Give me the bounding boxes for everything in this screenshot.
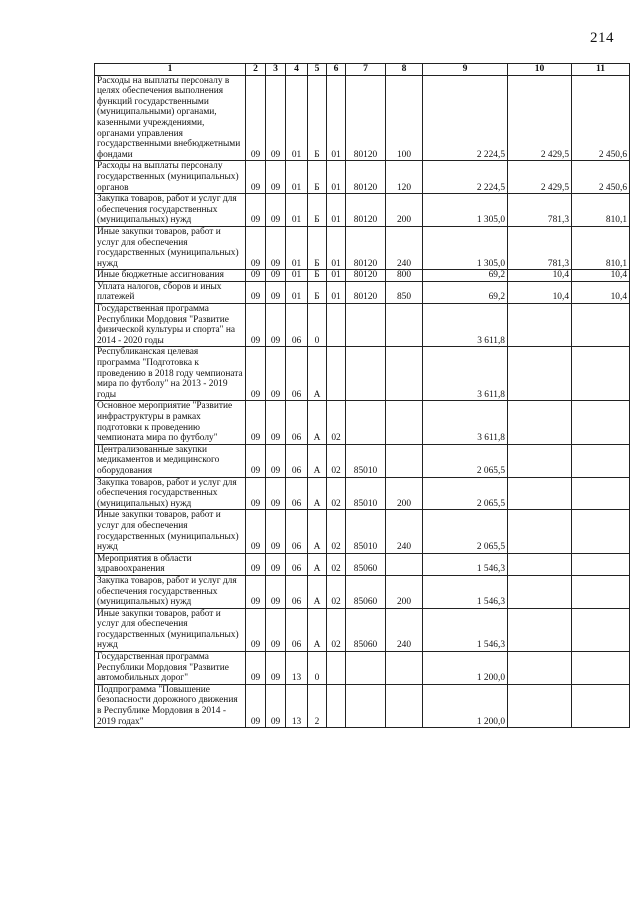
amount-year-1: 69,2 bbox=[423, 270, 508, 282]
table-row bbox=[95, 444, 630, 477]
row-name: Расходы на выплаты персоналу в целях обеспечения выполнения функций государственными (муниципальными) органами, казенными учреждениями, органами управления государственными внебюджетными фондами bbox=[95, 75, 246, 161]
amount-year-3: 810,1 bbox=[572, 226, 630, 269]
section-code: 09 bbox=[246, 75, 266, 161]
section-code: 09 bbox=[246, 161, 266, 194]
subprogram-code: 2 bbox=[308, 684, 327, 727]
subprogram-code: А bbox=[308, 510, 327, 553]
column-header: 11 bbox=[572, 64, 630, 76]
amount-year-2 bbox=[508, 477, 572, 510]
column-header: 2 bbox=[246, 64, 266, 76]
table-row bbox=[95, 304, 630, 347]
amount-year-3: 10,4 bbox=[572, 281, 630, 303]
row-name: Мероприятия в области здравоохранения bbox=[95, 553, 246, 575]
event-code bbox=[327, 347, 346, 401]
direction-code: 85010 bbox=[346, 444, 386, 477]
row-name: Иные закупки товаров, работ и услуг для обеспечения государственных (муниципальных) нужд bbox=[95, 226, 246, 269]
subsection-code: 09 bbox=[266, 194, 286, 227]
amount-year-2: 781,3 bbox=[508, 194, 572, 227]
amount-year-1: 1 200,0 bbox=[423, 652, 508, 685]
direction-code bbox=[346, 304, 386, 347]
table-row bbox=[95, 194, 630, 227]
section-code: 09 bbox=[246, 444, 266, 477]
direction-code: 80120 bbox=[346, 161, 386, 194]
subprogram-code: Б bbox=[308, 161, 327, 194]
event-code: 01 bbox=[327, 161, 346, 194]
program-code: 01 bbox=[286, 226, 308, 269]
subprogram-code: А bbox=[308, 444, 327, 477]
subsection-code: 09 bbox=[266, 684, 286, 727]
amount-year-1: 2 065,5 bbox=[423, 477, 508, 510]
table-row bbox=[95, 270, 630, 282]
amount-year-1: 2 224,5 bbox=[423, 161, 508, 194]
event-code: 02 bbox=[327, 575, 346, 608]
section-code: 09 bbox=[246, 226, 266, 269]
amount-year-1: 3 611,8 bbox=[423, 347, 508, 401]
amount-year-2: 10,4 bbox=[508, 281, 572, 303]
row-name: Закупка товаров, работ и услуг для обеспечения государственных (муниципальных) нужд bbox=[95, 477, 246, 510]
amount-year-2: 781,3 bbox=[508, 226, 572, 269]
table-row bbox=[95, 226, 630, 269]
direction-code: 80120 bbox=[346, 226, 386, 269]
subsection-code: 09 bbox=[266, 444, 286, 477]
row-name: Основное мероприятие "Развитие инфраструктуры в рамках подготовки к проведению чемпионата мира по футболу" bbox=[95, 401, 246, 444]
event-code: 01 bbox=[327, 226, 346, 269]
amount-year-3 bbox=[572, 510, 630, 553]
program-code: 06 bbox=[286, 304, 308, 347]
column-header: 7 bbox=[346, 64, 386, 76]
subsection-code: 09 bbox=[266, 477, 286, 510]
row-name: Государственная программа Республики Мордовия "Развитие автомобильных дорог" bbox=[95, 652, 246, 685]
section-code: 09 bbox=[246, 281, 266, 303]
amount-year-3 bbox=[572, 652, 630, 685]
row-name: Иные закупки товаров, работ и услуг для обеспечения государственных (муниципальных) нужд bbox=[95, 608, 246, 651]
subsection-code: 09 bbox=[266, 347, 286, 401]
section-code: 09 bbox=[246, 477, 266, 510]
expense-type-code bbox=[386, 347, 423, 401]
column-header: 8 bbox=[386, 64, 423, 76]
subprogram-code: 0 bbox=[308, 652, 327, 685]
section-code: 09 bbox=[246, 304, 266, 347]
table-row bbox=[95, 161, 630, 194]
column-header: 6 bbox=[327, 64, 346, 76]
program-code: 06 bbox=[286, 575, 308, 608]
amount-year-1: 2 065,5 bbox=[423, 444, 508, 477]
section-code: 09 bbox=[246, 684, 266, 727]
event-code: 02 bbox=[327, 477, 346, 510]
amount-year-3 bbox=[572, 347, 630, 401]
event-code bbox=[327, 304, 346, 347]
event-code: 01 bbox=[327, 75, 346, 161]
amount-year-1: 3 611,8 bbox=[423, 401, 508, 444]
amount-year-2 bbox=[508, 608, 572, 651]
subsection-code: 09 bbox=[266, 304, 286, 347]
expense-type-code bbox=[386, 652, 423, 685]
direction-code bbox=[346, 652, 386, 685]
expense-type-code: 240 bbox=[386, 510, 423, 553]
direction-code: 85060 bbox=[346, 553, 386, 575]
amount-year-3: 2 450,6 bbox=[572, 75, 630, 161]
section-code: 09 bbox=[246, 510, 266, 553]
subsection-code: 09 bbox=[266, 161, 286, 194]
direction-code: 85010 bbox=[346, 477, 386, 510]
expense-type-code: 850 bbox=[386, 281, 423, 303]
row-name: Республиканская целевая программа "Подготовка к проведению в 2018 году чемпионата мира по футболу" на 2013 - 2019 годы bbox=[95, 347, 246, 401]
amount-year-2 bbox=[508, 553, 572, 575]
column-header: 10 bbox=[508, 64, 572, 76]
event-code: 01 bbox=[327, 270, 346, 282]
page-number: 214 bbox=[590, 30, 614, 46]
amount-year-2 bbox=[508, 652, 572, 685]
subprogram-code: 0 bbox=[308, 304, 327, 347]
amount-year-1: 1 305,0 bbox=[423, 226, 508, 269]
section-code: 09 bbox=[246, 401, 266, 444]
subsection-code: 09 bbox=[266, 75, 286, 161]
amount-year-1: 2 065,5 bbox=[423, 510, 508, 553]
expense-type-code bbox=[386, 304, 423, 347]
subprogram-code: Б bbox=[308, 270, 327, 282]
column-header: 9 bbox=[423, 64, 508, 76]
subsection-code: 09 bbox=[266, 575, 286, 608]
row-name: Закупка товаров, работ и услуг для обеспечения государственных (муниципальных) нужд bbox=[95, 194, 246, 227]
direction-code: 80120 bbox=[346, 281, 386, 303]
amount-year-3: 2 450,6 bbox=[572, 161, 630, 194]
table-row bbox=[95, 401, 630, 444]
section-code: 09 bbox=[246, 553, 266, 575]
amount-year-2 bbox=[508, 510, 572, 553]
subprogram-code: А bbox=[308, 477, 327, 510]
table-row bbox=[95, 347, 630, 401]
amount-year-2: 2 429,5 bbox=[508, 75, 572, 161]
subprogram-code: А bbox=[308, 553, 327, 575]
program-code: 06 bbox=[286, 608, 308, 651]
expense-type-code: 200 bbox=[386, 477, 423, 510]
direction-code bbox=[346, 401, 386, 444]
table-row bbox=[95, 684, 630, 727]
program-code: 13 bbox=[286, 652, 308, 685]
amount-year-3 bbox=[572, 575, 630, 608]
program-code: 01 bbox=[286, 75, 308, 161]
section-code: 09 bbox=[246, 270, 266, 282]
amount-year-3: 10,4 bbox=[572, 270, 630, 282]
direction-code bbox=[346, 684, 386, 727]
subprogram-code: Б bbox=[308, 226, 327, 269]
amount-year-2 bbox=[508, 444, 572, 477]
expense-type-code: 120 bbox=[386, 161, 423, 194]
table-row bbox=[95, 608, 630, 651]
subprogram-code: Б bbox=[308, 281, 327, 303]
expense-type-code bbox=[386, 553, 423, 575]
budget-table bbox=[94, 63, 630, 728]
amount-year-2 bbox=[508, 401, 572, 444]
table-row bbox=[95, 477, 630, 510]
amount-year-1: 2 224,5 bbox=[423, 75, 508, 161]
section-code: 09 bbox=[246, 194, 266, 227]
expense-type-code: 200 bbox=[386, 194, 423, 227]
table-row bbox=[95, 575, 630, 608]
event-code: 02 bbox=[327, 401, 346, 444]
amount-year-1: 69,2 bbox=[423, 281, 508, 303]
expense-type-code bbox=[386, 444, 423, 477]
row-name: Государственная программа Республики Мордовия "Развитие физической культуры и спорта" на 2014 - 2020 годы bbox=[95, 304, 246, 347]
program-code: 13 bbox=[286, 684, 308, 727]
program-code: 01 bbox=[286, 281, 308, 303]
direction-code bbox=[346, 347, 386, 401]
event-code: 01 bbox=[327, 281, 346, 303]
column-header: 5 bbox=[308, 64, 327, 76]
section-code: 09 bbox=[246, 652, 266, 685]
subprogram-code: Б bbox=[308, 194, 327, 227]
subsection-code: 09 bbox=[266, 401, 286, 444]
amount-year-2 bbox=[508, 684, 572, 727]
program-code: 01 bbox=[286, 161, 308, 194]
amount-year-3 bbox=[572, 444, 630, 477]
program-code: 06 bbox=[286, 401, 308, 444]
row-name: Иные бюджетные ассигнования bbox=[95, 270, 246, 282]
amount-year-2: 2 429,5 bbox=[508, 161, 572, 194]
amount-year-1: 1 546,3 bbox=[423, 575, 508, 608]
amount-year-1: 1 546,3 bbox=[423, 553, 508, 575]
row-name: Расходы на выплаты персоналу государственных (муниципальных) органов bbox=[95, 161, 246, 194]
subsection-code: 09 bbox=[266, 270, 286, 282]
expense-type-code: 240 bbox=[386, 608, 423, 651]
subsection-code: 09 bbox=[266, 652, 286, 685]
section-code: 09 bbox=[246, 608, 266, 651]
program-code: 01 bbox=[286, 270, 308, 282]
program-code: 06 bbox=[286, 553, 308, 575]
amount-year-2: 10,4 bbox=[508, 270, 572, 282]
amount-year-2 bbox=[508, 347, 572, 401]
column-header: 3 bbox=[266, 64, 286, 76]
amount-year-3 bbox=[572, 553, 630, 575]
expense-type-code bbox=[386, 401, 423, 444]
table-row bbox=[95, 510, 630, 553]
expense-type-code: 800 bbox=[386, 270, 423, 282]
subprogram-code: Б bbox=[308, 75, 327, 161]
subsection-code: 09 bbox=[266, 226, 286, 269]
subsection-code: 09 bbox=[266, 510, 286, 553]
direction-code: 85060 bbox=[346, 608, 386, 651]
column-header: 1 bbox=[95, 64, 246, 76]
subprogram-code: А bbox=[308, 347, 327, 401]
subsection-code: 09 bbox=[266, 281, 286, 303]
table-row bbox=[95, 75, 630, 161]
direction-code: 85060 bbox=[346, 575, 386, 608]
table-row bbox=[95, 281, 630, 303]
row-name: Иные закупки товаров, работ и услуг для обеспечения государственных (муниципальных) нужд bbox=[95, 510, 246, 553]
amount-year-1: 3 611,8 bbox=[423, 304, 508, 347]
expense-type-code bbox=[386, 684, 423, 727]
subsection-code: 09 bbox=[266, 608, 286, 651]
amount-year-3 bbox=[572, 401, 630, 444]
subprogram-code: А bbox=[308, 575, 327, 608]
table-row bbox=[95, 652, 630, 685]
event-code bbox=[327, 684, 346, 727]
row-name: Уплата налогов, сборов и иных платежей bbox=[95, 281, 246, 303]
amount-year-1: 1 305,0 bbox=[423, 194, 508, 227]
amount-year-3 bbox=[572, 304, 630, 347]
column-header: 4 bbox=[286, 64, 308, 76]
amount-year-3 bbox=[572, 477, 630, 510]
program-code: 01 bbox=[286, 194, 308, 227]
row-name: Централизованные закупки медикаментов и медицинского оборудования bbox=[95, 444, 246, 477]
subprogram-code: А bbox=[308, 401, 327, 444]
event-code bbox=[327, 652, 346, 685]
row-name: Закупка товаров, работ и услуг для обеспечения государственных (муниципальных) нужд bbox=[95, 575, 246, 608]
subsection-code: 09 bbox=[266, 553, 286, 575]
amount-year-3 bbox=[572, 684, 630, 727]
expense-type-code: 240 bbox=[386, 226, 423, 269]
program-code: 06 bbox=[286, 510, 308, 553]
direction-code: 80120 bbox=[346, 270, 386, 282]
event-code: 02 bbox=[327, 553, 346, 575]
expense-type-code: 200 bbox=[386, 575, 423, 608]
amount-year-1: 1 200,0 bbox=[423, 684, 508, 727]
direction-code: 80120 bbox=[346, 75, 386, 161]
direction-code: 80120 bbox=[346, 194, 386, 227]
amount-year-3 bbox=[572, 608, 630, 651]
expense-type-code: 100 bbox=[386, 75, 423, 161]
subprogram-code: А bbox=[308, 608, 327, 651]
amount-year-1: 1 546,3 bbox=[423, 608, 508, 651]
direction-code: 85010 bbox=[346, 510, 386, 553]
event-code: 02 bbox=[327, 608, 346, 651]
row-name: Подпрограмма "Повышение безопасности дорожного движения в Республике Мордовия в 2014 - 2019 годах" bbox=[95, 684, 246, 727]
amount-year-2 bbox=[508, 575, 572, 608]
section-code: 09 bbox=[246, 347, 266, 401]
table-row bbox=[95, 553, 630, 575]
program-code: 06 bbox=[286, 347, 308, 401]
event-code: 02 bbox=[327, 510, 346, 553]
amount-year-3: 810,1 bbox=[572, 194, 630, 227]
section-code: 09 bbox=[246, 575, 266, 608]
program-code: 06 bbox=[286, 444, 308, 477]
event-code: 01 bbox=[327, 194, 346, 227]
event-code: 02 bbox=[327, 444, 346, 477]
amount-year-2 bbox=[508, 304, 572, 347]
table-header-row bbox=[95, 64, 630, 76]
program-code: 06 bbox=[286, 477, 308, 510]
